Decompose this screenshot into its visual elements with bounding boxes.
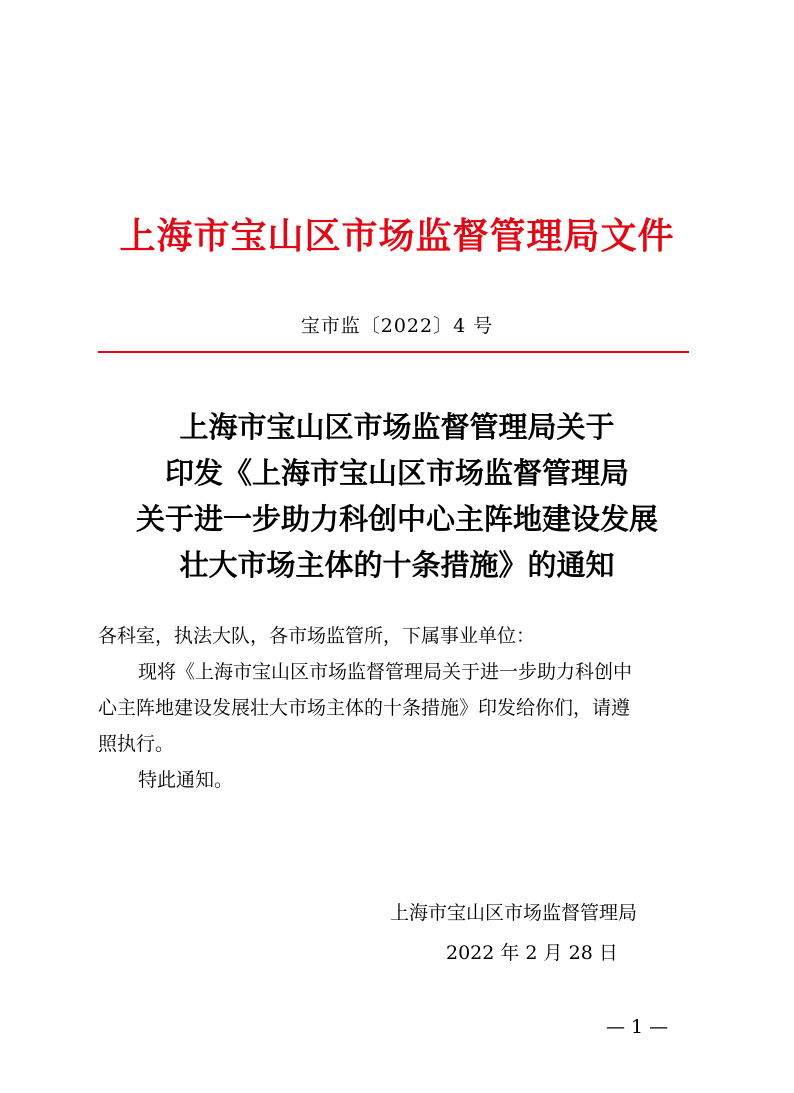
notice-title-line: 印发《上海市宝山区市场监督管理局	[164, 456, 629, 490]
notice-title	[90, 404, 704, 588]
issuing-authority-header: 上海市宝山区市场监督管理局文件	[119, 215, 675, 257]
signing-date: 2022 年 2 月 28 日	[446, 942, 618, 964]
notice-title-line: 上海市宝山区市场监督管理局关于	[179, 410, 615, 444]
signing-organization: 上海市宝山区市场监督管理局	[390, 902, 638, 924]
body-paragraph-line: 现将《上海市宝山区市场监督管理局关于进一步助力科创中	[138, 661, 633, 683]
notice-title-line: 壮大市场主体的十条措施》的通知	[179, 548, 615, 582]
red-separator-line	[98, 351, 689, 353]
document-number: 宝市监〔2022〕4 号	[300, 315, 494, 337]
closing-line: 特此通知。	[138, 769, 234, 791]
notice-title-line: 关于进一步助力科创中心主阵地建设发展	[135, 502, 658, 536]
signature-block	[0, 893, 794, 973]
body-paragraph-line: 照执行。	[98, 733, 175, 755]
notice-body	[98, 618, 698, 798]
salutation: 各科室，执法大队，各市场监管所，下属事业单位：	[98, 625, 536, 647]
body-paragraph-line: 心主阵地建设发展壮大市场主体的十条措施》印发给你们，请遵	[98, 697, 631, 719]
page-number: — 1 —	[606, 1016, 669, 1038]
